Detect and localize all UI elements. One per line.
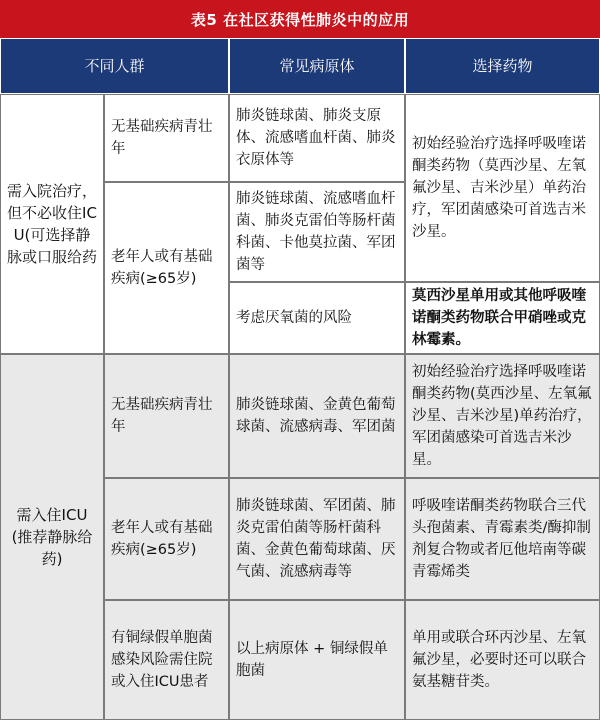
pathogens-cell: 以上病原体 + 铜绿假单胞菌 — [229, 600, 405, 720]
population-cell: 有铜绿假单胞菌感染风险需住院或入住ICU患者 — [104, 600, 229, 720]
group-label-icu: 需入住ICU(推荐静脉给药) — [0, 354, 104, 720]
population-cell: 老年人或有基础疾病(≥65岁) — [104, 182, 229, 354]
header-population: 不同人群 — [0, 38, 229, 94]
pathogens-cell: 肺炎链球菌、流感嗜血杆菌、肺炎克雷伯等肠杆菌科菌、卡他莫拉菌、军团菌等 — [229, 182, 405, 282]
population-cell: 无基础疾病青壮年 — [104, 94, 229, 182]
header-drugs: 选择药物 — [405, 38, 600, 94]
table-title: 表5 在社区获得性肺炎中的应用 — [0, 0, 600, 38]
pathogens-cell: 肺炎链球菌、军团菌、肺炎克雷伯菌等肠杆菌科菌、金黄色葡萄球菌、厌气菌、流感病毒等 — [229, 478, 405, 600]
header-pathogens: 常见病原体 — [229, 38, 405, 94]
population-cell: 老年人或有基础疾病(≥65岁) — [104, 478, 229, 600]
drugs-cell: 单用或联合环丙沙星、左氧氟沙星，必要时还可以联合氨基糖苷类。 — [405, 600, 600, 720]
drugs-cell: 初始经验治疗选择呼吸喹诺酮类药物(莫西沙星、左氧氟沙星、吉米沙星)单药治疗，军团菌感染可首选吉米沙星。 — [405, 354, 600, 478]
drugs-cell-shared: 初始经验治疗选择呼吸喹诺酮类药物（莫西沙星、左氧氟沙星、吉米沙星）单药治疗，军团菌感染可首选吉米沙星。 — [405, 94, 600, 282]
pathogens-cell: 肺炎链球菌、金黄色葡萄球菌、流感病毒、军团菌 — [229, 354, 405, 478]
pathogens-cell: 肺炎链球菌、肺炎支原体、流感嗜血杆菌、肺炎衣原体等 — [229, 94, 405, 182]
drugs-cell: 呼吸喹诺酮类药物联合三代头孢菌素、青霉素类/酶抑制剂复合物或者厄他培南等碳青霉烯类 — [405, 478, 600, 600]
pathogens-cell: 考虑厌氧菌的风险 — [229, 282, 405, 354]
cap-drug-table — [0, 38, 600, 720]
group-label-hospitalized: 需入院治疗，但不必收住ICU(可选择静脉或口服给药 — [0, 94, 104, 354]
population-cell: 无基础疾病青壮年 — [104, 354, 229, 478]
drugs-cell: 莫西沙星单用或其他呼吸喹诺酮类药物联合甲硝唑或克林霉素。 — [405, 282, 600, 354]
